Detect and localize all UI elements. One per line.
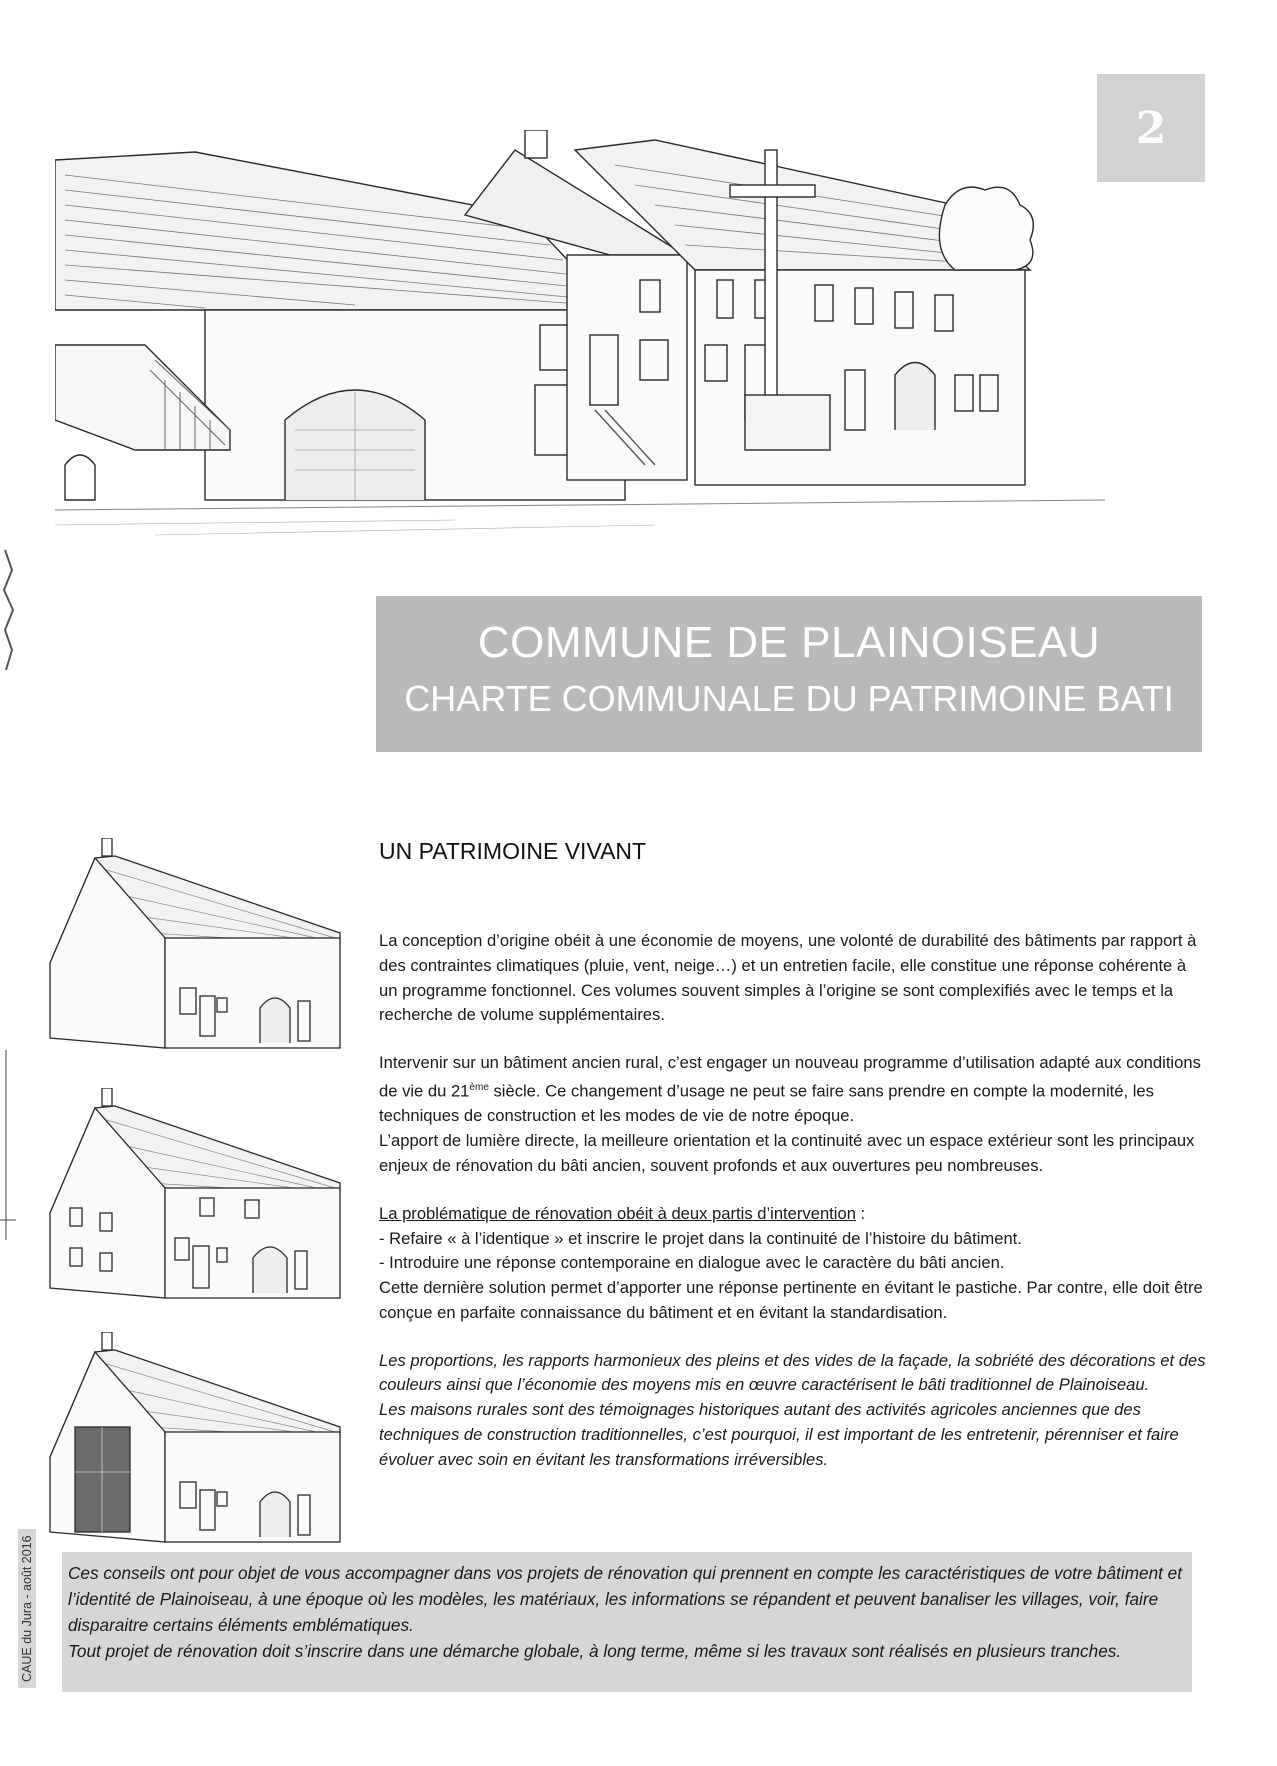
edge-scribble-mark (0, 540, 20, 680)
farmhouse-identical-renovation-illustration (45, 1088, 350, 1303)
paragraph-origin: La conception d’origine obéit à une économie de moyens, une volonté de durabilité des bâtiments par rapport à des contraintes climatiques (pluie, vent, neige…) et un entretien facile, elle constitue une réponse cohérente à un programme fonctionnel. Ces volumes souvent simples à l’origine se sont complexifiés avec le temps et la recherche de volume supplémentaires. (379, 931, 1197, 1025)
paragraph-intervention: Intervenir sur un bâtiment ancien rural, c’est engager un nouveau programme d’utilisation adapté aux conditions de vie du 21ème siècle. Ce changement d’usage ne peut se faire sans prendre en compte la modernité, les techniques de construction et les modes de vie de notre époque. (379, 1053, 1201, 1126)
section-title: UN PATRIMOINE VIVANT (379, 838, 647, 864)
option-item-contemporary: - Introduire une réponse contemporaine en dialogue avec le caractère du bâti ancien. (379, 1253, 1005, 1273)
advice-text-b: Tout projet de rénovation doit s’inscrire dans une démarche globale, à long terme, même si les travaux sont réalisés en plusieurs tranches. (68, 1641, 1122, 1661)
title-band (376, 596, 1202, 752)
caue-credit: CAUE du Jura - août 2016 (18, 1529, 36, 1688)
farmhouse-original-illustration (45, 838, 350, 1053)
village-sketch-illustration (55, 130, 1185, 540)
paragraph-light: L’apport de lumière directe, la meilleure orientation et la continuité avec un espace extérieur sont les principaux enjeux de rénovation du bâti ancien, souvent profonds et aux ouvertures peu nombreuses. (379, 1131, 1195, 1175)
body-text (379, 929, 1209, 1473)
document-subtitle: CHARTE COMMUNALE DU PATRIMOINE BATI (404, 678, 1174, 719)
option-item-identical: - Refaire « à l’identique » et inscrire le projet dans la continuité de l’histoire du bâtiment. (379, 1228, 1022, 1248)
renovation-options-heading: La problématique de rénovation obéit à deux partis d’intervention (379, 1203, 856, 1223)
page-number: 2 (1097, 74, 1205, 182)
paragraph-renovation-options: La problématique de rénovation obéit à deux partis d’intervention : - Refaire « à l’identique » et inscrire le projet dans la continuité de l’histoire du bâtiment. - Introduire une réponse contemporaine en dialogue avec le caractère du bâti ancien. Cette dernière solution permet d’apporter une réponse pertinente en évitant le pastiche. Par contre, elle doit être conçue en parfaite connaissance du bâtiment et en évitant la standardisation. (379, 1202, 1209, 1326)
paragraph-proportions: Les proportions, les rapports harmonieux des pleins et des vides de la façade, la sobriété des décorations et des couleurs ainsi que l’économie des moyens mis en œuvre caractérisent le bâti traditionnel de Plainoiseau. Les maisons rurales sont des témoignages historiques autant des activités agricoles anciennes que des techniques de construction traditionnelles, c’est pourquoi, il est important de les entretenir, pérenniser et faire évoluer avec soin en évitant les transformations irréversibles. (379, 1350, 1206, 1469)
renovation-options-conclusion: Cette dernière solution permet d’apporter une réponse pertinente en évitant le pastiche. Par contre, elle doit être conçue en parfaite connaissance du bâtiment et en évitant la standardisation. (379, 1278, 1203, 1322)
farmhouse-contemporary-renovation-illustration (45, 1332, 350, 1547)
advice-text-a: Ces conseils ont pour objet de vous accompagner dans vos projets de rénovation qui prennent en compte les caractéristiques de votre bâtiment et l’identité de Plainoiseau, à une époque où les modèles, les matériaux, les informations se répandent et peuvent banaliser les villages, voir, faire disparaitre certains éléments emblématiques. (68, 1563, 1183, 1635)
document-title: COMMUNE DE PLAINOISEAU (477, 618, 1101, 667)
advice-box (62, 1552, 1192, 1692)
edge-crop-mark (0, 1050, 20, 1240)
